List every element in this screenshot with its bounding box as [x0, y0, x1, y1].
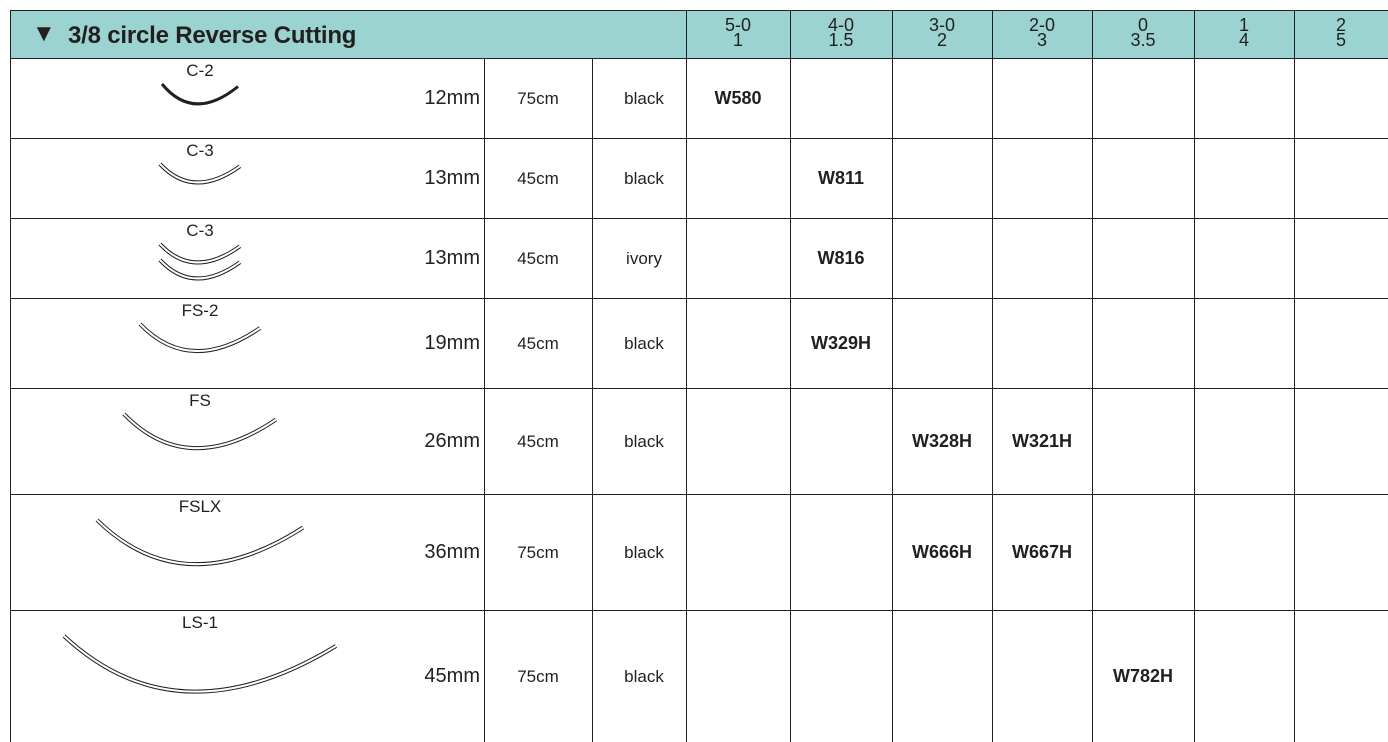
- thread-length: 45cm: [517, 249, 559, 268]
- cell-divider: [592, 494, 593, 610]
- needle-curve-inner: [160, 164, 240, 182]
- needle-length: 36mm: [424, 541, 480, 563]
- cell-divider: [892, 298, 893, 388]
- collapse-arrow-icon[interactable]: ▼: [32, 20, 56, 47]
- cell-divider: [1294, 298, 1295, 388]
- size-header-6: [1294, 10, 1388, 58]
- cell-divider: [1092, 494, 1093, 610]
- thread-color: black: [624, 169, 664, 188]
- cell-divider: [1294, 138, 1295, 218]
- cell-divider: [484, 610, 485, 742]
- needle-length: 45mm: [424, 665, 480, 687]
- usp-size: 0: [1137, 15, 1148, 35]
- cell-divider: [484, 138, 485, 218]
- cell-divider: [1194, 218, 1195, 298]
- cell-divider: [592, 58, 593, 138]
- size-header-2: [892, 10, 992, 58]
- cell-divider: [790, 388, 791, 494]
- cell-divider: [1092, 58, 1093, 138]
- metric-size: 1.5: [828, 30, 854, 50]
- cell-divider: [592, 610, 593, 742]
- cell-divider: [1294, 494, 1295, 610]
- header-divider: [1092, 10, 1093, 58]
- header-divider: [892, 10, 893, 58]
- needle-length: 13mm: [424, 247, 480, 269]
- header-divider: [686, 10, 687, 58]
- metric-size: 4: [1238, 30, 1249, 50]
- needle-curve-outline: [124, 414, 276, 448]
- cell-divider: [592, 298, 593, 388]
- cell-divider: [992, 218, 993, 298]
- usp-size: 2-0: [1028, 15, 1055, 35]
- needle-name: FS: [189, 391, 211, 410]
- needle-curve: [162, 84, 238, 104]
- product-code[interactable]: W321H: [1011, 431, 1073, 451]
- cell-divider: [592, 218, 593, 298]
- needle-curve-outline: [140, 324, 260, 351]
- cell-divider: [1294, 610, 1295, 742]
- cell-divider: [1194, 298, 1195, 388]
- cell-divider: [1092, 388, 1093, 494]
- product-code[interactable]: W328H: [911, 431, 973, 451]
- cell-divider: [1294, 58, 1295, 138]
- cell-divider: [1194, 494, 1195, 610]
- row-divider: [10, 138, 1388, 139]
- needle-length: 26mm: [424, 430, 480, 452]
- row-divider: [10, 610, 1388, 611]
- size-header-4: [1092, 10, 1194, 58]
- size-header-1: [790, 10, 892, 58]
- cell-divider: [1092, 298, 1093, 388]
- needle-curve-inner: [64, 636, 336, 692]
- needle-name: LS-1: [182, 613, 218, 632]
- cell-divider: [484, 58, 485, 138]
- thread-length: 75cm: [517, 89, 559, 108]
- product-code[interactable]: W667H: [1011, 542, 1073, 562]
- cell-divider: [1294, 218, 1295, 298]
- metric-size: 1: [732, 30, 743, 50]
- metric-size: 3: [1036, 30, 1047, 50]
- thread-color: black: [624, 334, 664, 353]
- cell-divider: [1092, 138, 1093, 218]
- cell-divider: [1194, 610, 1195, 742]
- needle-name: C-3: [186, 221, 214, 240]
- needle-length: 19mm: [424, 332, 480, 354]
- needle-curve-icon: [158, 242, 242, 286]
- cell-divider: [1294, 388, 1295, 494]
- needle-curve-icon: [122, 412, 278, 462]
- usp-size: 4-0: [827, 15, 854, 35]
- needle-curve-icon: [158, 162, 242, 190]
- cell-divider: [1194, 388, 1195, 494]
- needle-curve-outline: [64, 636, 336, 692]
- header-divider: [790, 10, 791, 58]
- cell-divider: [992, 138, 993, 218]
- cell-divider: [592, 388, 593, 494]
- needle-length: 12mm: [424, 87, 480, 109]
- needle-curve-icon: [138, 322, 262, 362]
- row-divider: [10, 298, 1388, 299]
- needle-name: FS-2: [181, 301, 219, 320]
- cell-divider: [892, 610, 893, 742]
- grid-line: [10, 58, 1388, 59]
- cell-divider: [992, 58, 993, 138]
- needle-curve-icon: [95, 518, 305, 582]
- cell-divider: [1194, 58, 1195, 138]
- product-code[interactable]: W811: [817, 168, 865, 188]
- thread-color: black: [624, 667, 664, 686]
- thread-color: black: [624, 543, 664, 562]
- thread-length: 45cm: [517, 334, 559, 353]
- product-code[interactable]: W816: [817, 248, 865, 268]
- thread-color: black: [624, 432, 664, 451]
- cell-divider: [790, 494, 791, 610]
- header-divider: [1194, 10, 1195, 58]
- row-divider: [10, 494, 1388, 495]
- size-header-0: [686, 10, 790, 58]
- cell-divider: [592, 138, 593, 218]
- table-title: 3/8 circle Reverse Cutting: [68, 22, 357, 49]
- cell-divider: [484, 298, 485, 388]
- row-divider: [10, 218, 1388, 219]
- cell-divider: [892, 218, 893, 298]
- usp-size: 5-0: [724, 15, 751, 35]
- thread-length: 45cm: [517, 169, 559, 188]
- needle-curve-icon: [160, 82, 240, 112]
- grid-line: [10, 10, 1388, 11]
- needle-length: 13mm: [424, 167, 480, 189]
- header-divider: [1294, 10, 1295, 58]
- thread-color: black: [624, 89, 664, 108]
- needle-name: C-3: [186, 141, 214, 160]
- usp-size: 2: [1335, 15, 1346, 35]
- cell-divider: [790, 610, 791, 742]
- usp-size: 1: [1238, 15, 1249, 35]
- thread-length: 75cm: [517, 667, 559, 686]
- cell-divider: [892, 138, 893, 218]
- cell-divider: [992, 610, 993, 742]
- metric-size: 3.5: [1130, 30, 1156, 50]
- product-code[interactable]: W666H: [911, 542, 973, 562]
- cell-divider: [1092, 218, 1093, 298]
- size-header-5: [1194, 10, 1294, 58]
- cell-divider: [892, 58, 893, 138]
- thread-length: 75cm: [517, 543, 559, 562]
- metric-size: 2: [936, 30, 947, 50]
- needle-curve-inner: [160, 244, 240, 262]
- needle-curve-icon: [62, 634, 338, 714]
- header-divider: [992, 10, 993, 58]
- cell-divider: [484, 218, 485, 298]
- cell-divider: [790, 58, 791, 138]
- cell-divider: [484, 494, 485, 610]
- row-divider: [10, 388, 1388, 389]
- cell-divider: [992, 298, 993, 388]
- needle-name: FSLX: [178, 497, 222, 516]
- cell-divider: [1194, 138, 1195, 218]
- needle-curve-outline: [97, 520, 303, 564]
- thread-length: 45cm: [517, 432, 559, 451]
- product-code[interactable]: W580: [714, 88, 762, 108]
- needle-name: C-2: [186, 61, 214, 80]
- product-code[interactable]: W329H: [810, 333, 872, 353]
- left-border: [10, 10, 11, 742]
- product-code[interactable]: W782H: [1112, 666, 1174, 686]
- thread-color: ivory: [626, 249, 662, 268]
- size-header-3: [992, 10, 1092, 58]
- metric-size: 5: [1335, 30, 1346, 50]
- cell-divider: [484, 388, 485, 494]
- usp-size: 3-0: [928, 15, 955, 35]
